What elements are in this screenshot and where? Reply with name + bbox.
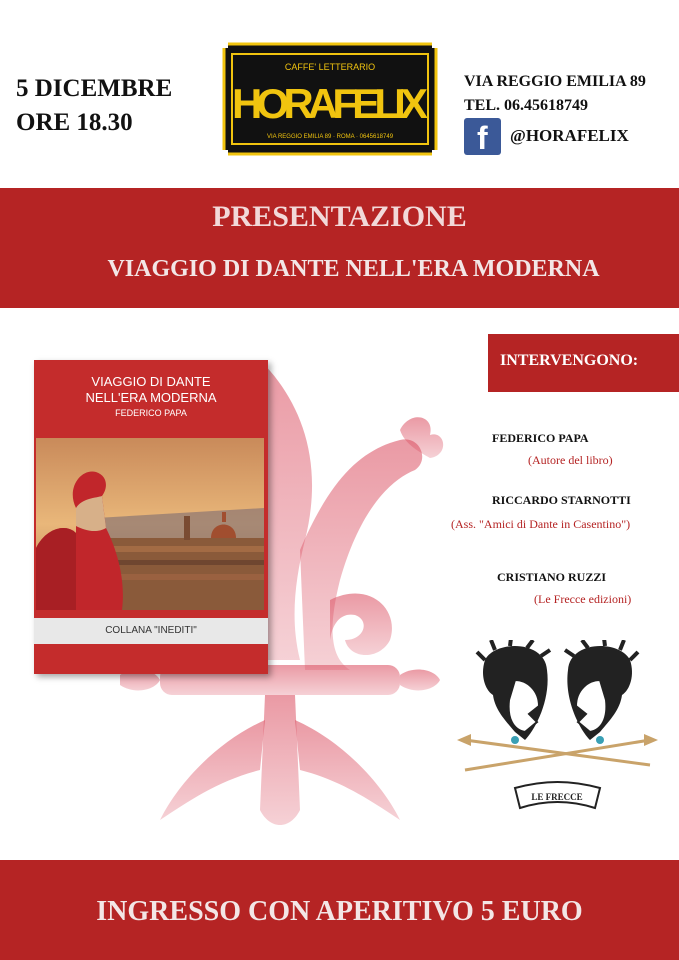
le-frecce-logo [455, 640, 660, 820]
book-cover-title: VIAGGIO DI DANTE NELL'ERA MODERNA [85, 374, 217, 405]
book-series: COLLANA "INEDITI" [34, 618, 268, 644]
phone: TEL. 06.45618749 [464, 97, 589, 114]
speaker-name: RICCARDO STARNOTTI [492, 493, 631, 507]
book-cover [34, 360, 268, 674]
speakers-heading: INTERVENGONO: [500, 352, 639, 369]
presentation-title: PRESENTAZIONE [212, 200, 467, 233]
speaker-role: (Ass. "Amici di Dante in Casentino") [451, 517, 631, 531]
contact-info [464, 70, 646, 118]
logo-bottom-text: VIA REGGIO EMILIA 89 · ROMA · 0645618749 [266, 134, 394, 140]
speaker-name: FEDERICO PAPA [492, 431, 589, 445]
book-title-heading: VIAGGIO DI DANTE NELL'ERA MODERNA [107, 256, 600, 282]
event-datetime [16, 72, 172, 140]
event-time: ORE 18.30 [16, 109, 133, 136]
address: VIA REGGIO EMILIA 89 [464, 73, 646, 90]
event-date: 5 DICEMBRE [16, 75, 173, 102]
social-handle: @HORAFELIX [510, 126, 629, 145]
speaker-name: CRISTIANO RUZZI [497, 570, 607, 584]
speaker-role: (Autore del libro) [528, 453, 613, 467]
speaker-role: (Le Frecce edizioni) [534, 592, 632, 606]
entry-info: INGRESSO CON APERITIVO 5 EURO [96, 896, 583, 927]
facebook-icon: f [464, 118, 501, 155]
le-frecce-text: LE FRECCE [531, 792, 583, 802]
horafelix-logo [218, 38, 442, 160]
dante-florence-image [36, 438, 264, 610]
book-cover-author: FEDERICO PAPA [115, 408, 187, 418]
logo-name: HORAFELIX [232, 80, 428, 127]
logo-top-text: CAFFE' LETTERARIO [284, 62, 376, 72]
